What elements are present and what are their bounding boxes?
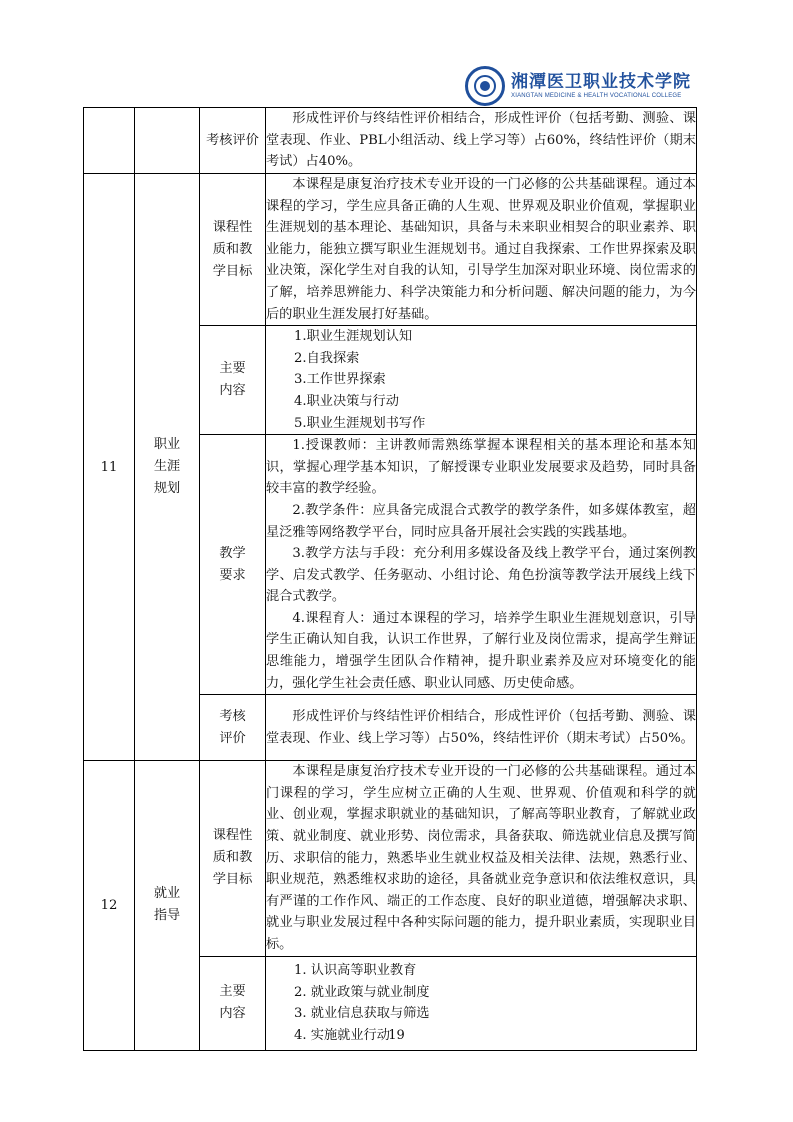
college-logo-icon — [465, 66, 505, 106]
college-logo-text — [511, 72, 691, 100]
main-content-list — [266, 326, 697, 435]
list-item: 2.自我探索 — [294, 350, 360, 366]
table-row — [84, 761, 697, 956]
course-cell-empty — [135, 108, 200, 174]
list-item: 4.职业决策与行动 — [294, 393, 399, 409]
row-label: 教学要求 — [200, 435, 266, 695]
list-item: 5.职业生涯规划书写作 — [294, 415, 426, 431]
row-label: 考核评价 — [200, 108, 266, 174]
row-label: 课程性质和教学目标 — [200, 174, 266, 326]
list-item: 3. 就业信息获取与筛选 — [294, 1006, 430, 1022]
college-name-en: XIANGTAN MEDICINE & HEALTH VOCATIONAL COLLEGE — [511, 93, 682, 99]
course-number: 12 — [84, 761, 135, 1050]
requirement-item: 2.教学条件：应具备完成混合式教学的教学条件，如多媒体教室，超星泛雅等网络教学平台，同时应具备开展社会实践的实践基地。 — [266, 502, 696, 540]
college-header — [465, 64, 691, 108]
evaluation-text: 形成性评价与终结性评价相结合，形成性评价（包括考勤、测验、课堂表现、作业、线上学习等）占50%，终结性评价（期末考试）占50%。 — [266, 695, 697, 761]
college-name-cn: 湘潭医卫职业技术学院 — [511, 72, 691, 92]
requirement-item: 3.教学方法与手段：充分利用多媒设备及线上教学平台，通过案例教学、启发式教学、任务驱动、小组讨论、角色扮演等教学法开展线上线下混合式教学。 — [266, 546, 696, 605]
table-row — [84, 174, 697, 326]
list-item: 2. 就业政策与就业制度 — [294, 984, 430, 1000]
row-label: 主要内容 — [200, 326, 266, 435]
row-label: 课程性质和教学目标 — [200, 761, 266, 956]
course-goal-text: 本课程是康复治疗技术专业开设的一门必修的公共基础课程。通过本课程的学习，学生应具备正确的人生观、世界观及职业价值观，掌握职业生涯规划的基本理论、基础知识，具备与未来职业相契合的职业素养、职业能力，能独立撰写职业生涯规划书。通过自我探索、工作世界探索及职业决策，深化学生对自我的认知，引导学生加深对职业环境、岗位需求的了解，培养思辨能力、科学决策能力和分析问题、解决问题的能力，为今后的职业生涯发展打好基础。 — [266, 174, 697, 326]
evaluation-text: 形成性评价与终结性评价相结合，形成性评价（包括考勤、测验、课堂表现、作业、PBL小组活动、线上学习等）占60%，终结性评价（期末考试）占40%。 — [266, 108, 697, 174]
list-item: 1. 认识高等职业教育 — [294, 962, 417, 978]
course-name: 就业指导 — [135, 761, 200, 1050]
list-item: 3.工作世界探索 — [294, 372, 386, 388]
list-item: 4. 实施就业行动 — [294, 1027, 390, 1043]
table-row — [84, 108, 697, 174]
curriculum-table — [83, 107, 697, 1051]
requirement-item: 1.授课教师：主讲教师需熟练掌握本课程相关的基本理论和基本知识，掌握心理学基本知识，了解授课专业职业发展要求及趋势，同时具备较丰富的教学经验。 — [266, 438, 696, 497]
teaching-requirements — [266, 435, 697, 695]
page-number: 19 — [388, 1028, 405, 1043]
course-goal-text: 本课程是康复治疗技术专业开设的一门必修的公共基础课程。通过本门课程的学习，学生应树立正确的人生观、世界观、价值观和科学的就业、创业观，掌握求职就业的基础知识，了解高等职业教育，了解就业政策、就业制度、就业形势、岗位需求，具备获取、筛选就业信息及撰写简历、求职信的能力，熟悉毕业生就业权益及相关法律、法规，熟悉行业、职业规范，熟悉维权求助的途径，具备就业竞争意识和依法维权意识，具有严谨的工作作风、端正的工作态度、良好的职业道德，增强解决求职、就业与职业发展过程中各种实际问题的能力，提升职业素质，实现职业目标。 — [266, 761, 697, 956]
course-number: 11 — [84, 174, 135, 761]
number-cell-empty — [84, 108, 135, 174]
requirement-item: 4.课程育人：通过本课程的学习，培养学生职业生涯规划意识，引导学生正确认知自我，认识工作世界，了解行业及岗位需求，提高学生辩证思维能力，增强学生团队合作精神，提升职业素养及应对环境变化的能力，强化学生社会责任感、职业认同感、历史使命感。 — [266, 610, 696, 691]
row-label: 考核评价 — [200, 695, 266, 761]
row-label: 主要内容 — [200, 956, 266, 1050]
list-item: 1.职业生涯规划认知 — [294, 329, 413, 345]
course-name: 职业生涯规划 — [135, 174, 200, 761]
